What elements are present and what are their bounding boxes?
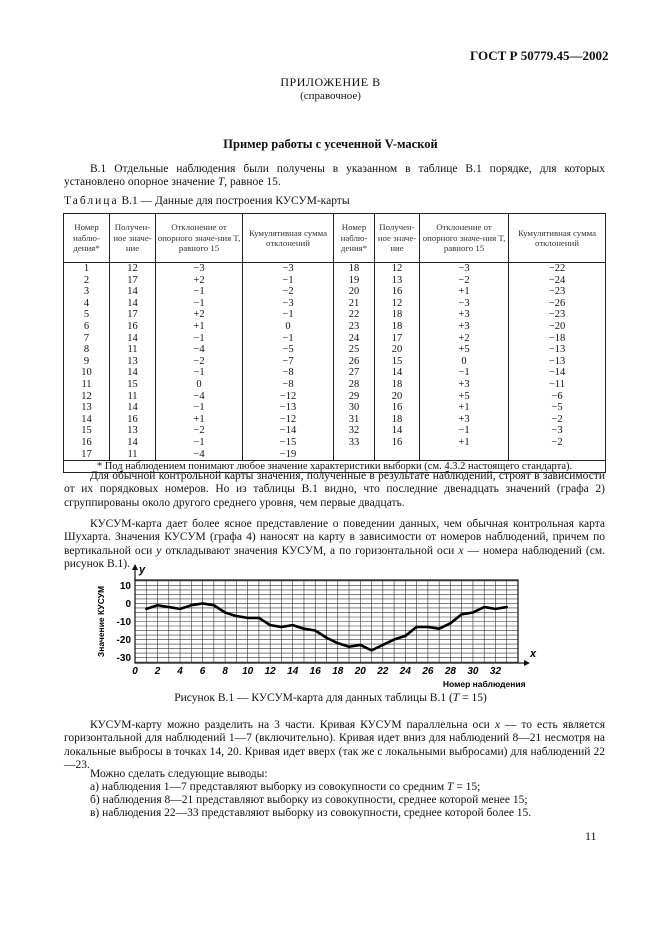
x-axis-letter: x [530, 648, 537, 660]
data-point [348, 646, 350, 648]
x-tick-label: 8 [222, 666, 228, 677]
data-point [393, 638, 395, 640]
table-cell: −3 [458, 297, 470, 309]
table-footnote: * Под наблюдением понимают любое значение характеристики выборки (см. 4.3.2 настоящего стандарта). [64, 461, 606, 473]
table-cell: −1 [458, 425, 470, 437]
table-cell: 11 [127, 448, 138, 460]
table-cell: +1 [458, 286, 470, 298]
table-cell: 15 [391, 355, 403, 367]
data-point [280, 626, 282, 628]
data-point [337, 642, 339, 644]
y-tick-label: 0 [125, 598, 131, 610]
table-cell: 0 [196, 378, 202, 390]
data-point [494, 608, 496, 610]
table-cell: 13 [81, 402, 92, 414]
table-cell: −3 [458, 263, 470, 274]
table-cell: 18 [348, 263, 360, 274]
table-cell: 10 [81, 367, 92, 379]
table-cell: +3 [458, 320, 470, 332]
table-cell: −18 [548, 332, 566, 344]
table-cell: 32 [348, 425, 360, 437]
data-point [303, 628, 305, 630]
data-point [325, 637, 327, 639]
appendix-title: ПРИЛОЖЕНИЕ В [280, 75, 381, 89]
table-cell: 33 [348, 436, 360, 448]
table-cell: 17 [391, 332, 403, 344]
data-point [506, 606, 508, 608]
table-cell: 18 [391, 378, 403, 390]
table-cell: 11 [127, 390, 138, 402]
table-cell: +5 [458, 390, 470, 402]
column-cusum [509, 263, 606, 461]
table-cell: 16 [391, 436, 403, 448]
y-tick-label: 10 [119, 580, 131, 592]
table-cell: 14 [127, 286, 138, 298]
table-cell: 29 [348, 390, 360, 402]
table-cell: 18 [391, 413, 403, 425]
table-cell: +2 [193, 309, 205, 321]
table-cell: −6 [551, 390, 563, 402]
table-cell: −2 [458, 274, 470, 286]
data-point [370, 649, 372, 651]
table-cell: 11 [81, 378, 92, 390]
y-tick-label: -20 [116, 635, 131, 647]
column-cusum [243, 263, 334, 461]
table-cell: −1 [193, 402, 205, 414]
conclusion-item: б) наблюдения 8—21 представляют выборку из совокупности, среднее которой менее 15; [90, 794, 528, 806]
table-cell: −3 [282, 297, 294, 309]
table-cell: 17 [127, 274, 138, 286]
data-point [269, 624, 271, 626]
table-header-row [64, 214, 606, 263]
table-cell: −23 [548, 286, 566, 298]
table-cell: 13 [391, 274, 403, 286]
x-tick-label: 10 [242, 666, 254, 677]
table-cell: 21 [348, 297, 360, 309]
table-cell: −12 [279, 390, 297, 402]
col-header: Номер наблю-дения* [334, 214, 375, 263]
x-tick-label: 24 [399, 666, 411, 677]
data-point [415, 626, 417, 628]
x-tick-label: 0 [132, 666, 138, 677]
x-tick-label: 18 [332, 666, 344, 677]
table-cell: −8 [282, 367, 294, 379]
data-point [427, 626, 429, 628]
data-point [258, 617, 260, 619]
conclusion-item: в) наблюдения 22—33 представляют выборку из совокупности, среднее которой более 15. [90, 807, 532, 819]
table-cell: +1 [458, 402, 470, 414]
table-cell: −12 [279, 413, 297, 425]
data-point [472, 611, 474, 613]
table-cell: +1 [193, 413, 205, 425]
table-cell: 19 [348, 274, 360, 286]
standard-number: ГОСТ Р 50779.45—2002 [470, 48, 609, 63]
paragraph-ordinary-chart: Для обычной контрольной карты значения, полученные в результате наблюдений, строят в зависимости от их порядковых номеров. Но из таблицы В.1 видно, что последние двенадцать значений (графа 2) сгруппированы около другого среднего уровня, чем первые двадцать. [64, 470, 605, 509]
table-cell: −1 [193, 286, 205, 298]
y-tick-label: -30 [116, 653, 131, 665]
table-cell: 20 [348, 286, 360, 298]
page-number: 11 [585, 829, 597, 843]
table-cell: 14 [81, 413, 92, 425]
table-cell: 16 [127, 413, 138, 425]
table-cell: 12 [391, 263, 403, 274]
y-axis-letter: y [139, 564, 146, 576]
x-tick-label: 20 [354, 666, 366, 677]
data-point [314, 629, 316, 631]
cusum-chart [60, 563, 560, 691]
table-cell: −11 [548, 378, 566, 390]
table-cell: 16 [81, 436, 92, 448]
table-cell: −5 [282, 344, 294, 356]
x-axis-arrow [524, 660, 530, 666]
paragraph-cusum-description: КУСУМ-карта дает более ясное представление о поведении данных, чем обычная контрольная карта Шухарта. Значения КУСУМ (графа 4) наносят на карту в зависимости от номеров наблюдений, причем по вертикальной оси y откладывают значения КУСУМ, а по горизонтальной оси x — номера наблюдений (см. рисунок В.1). [64, 518, 605, 571]
data-table [63, 213, 606, 473]
data-point [190, 604, 192, 606]
data-point [404, 635, 406, 637]
data-point [213, 604, 215, 606]
table-cell: 28 [348, 378, 360, 390]
x-tick-label: 30 [467, 666, 479, 677]
table-cell: 14 [127, 332, 138, 344]
data-point [156, 604, 158, 606]
table-cell: −2 [551, 413, 563, 425]
table-cell: 20 [391, 344, 403, 356]
table-cell: −1 [282, 332, 294, 344]
column-deviation [156, 263, 243, 461]
data-point [201, 602, 203, 604]
table-cell: −13 [548, 355, 566, 367]
table-cell: 14 [127, 402, 138, 414]
x-tick-label: 4 [177, 666, 183, 677]
table-cell: −22 [548, 263, 566, 274]
data-point [224, 611, 226, 613]
y-tick-label: -10 [116, 617, 131, 628]
table-cell: 3 [83, 286, 90, 298]
data-point [438, 628, 440, 630]
table-cell: 14 [391, 425, 403, 437]
column-value [375, 263, 420, 461]
col-header: Отклонение от опорного значе-ния T, равного 15 [156, 214, 243, 263]
data-point [449, 622, 451, 624]
table-cell: 16 [391, 286, 403, 298]
appendix-subtitle: (справочное) [300, 90, 361, 102]
table-cell: 0 [285, 320, 291, 332]
data-point [179, 608, 181, 610]
table-cell: 26 [348, 355, 360, 367]
col-header: Кумулятивная сумма отклонений [509, 214, 606, 263]
table-cell: −13 [279, 402, 297, 414]
table-cell: 7 [83, 332, 90, 344]
table-cell: −13 [548, 344, 566, 356]
table-cell: −23 [548, 309, 566, 321]
table-cell: 12 [127, 263, 138, 274]
x-tick-label: 12 [264, 666, 276, 677]
table-cell: 6 [83, 320, 90, 332]
table-cell: 16 [127, 320, 138, 332]
table-cell: −1 [193, 436, 205, 448]
x-tick-label: 22 [377, 666, 389, 677]
table-caption: Таблица В.1 — Данные для построения КУСУМ-карты [64, 195, 350, 207]
x-tick-label: 28 [444, 666, 456, 677]
table-cell: 22 [348, 309, 360, 321]
table-cell: 12 [81, 390, 92, 402]
col-header: Номер наблю-дения* [64, 214, 110, 263]
x-axis-label: Номер наблюдения [442, 679, 526, 689]
column-deviation [420, 263, 509, 461]
table-cell: 0 [461, 355, 467, 367]
table-cell: −1 [193, 367, 205, 379]
column-number [64, 263, 110, 461]
table-cell: 14 [127, 297, 138, 309]
table-cell: +3 [458, 413, 470, 425]
table-cell: 8 [83, 344, 90, 356]
table-cell: 5 [83, 309, 90, 321]
table-cell: −1 [458, 367, 470, 379]
table-cell: 4 [83, 297, 90, 309]
table-cell: −14 [279, 425, 297, 437]
table-cell: −4 [193, 448, 205, 460]
data-point [483, 606, 485, 608]
column-value [110, 263, 156, 461]
x-tick-label: 32 [489, 666, 502, 677]
table-cell: 18 [391, 320, 403, 332]
table-cell: −1 [193, 297, 205, 309]
table-cell: 20 [391, 390, 403, 402]
x-tick-label: 16 [309, 666, 321, 677]
table-cell: 17 [127, 309, 138, 321]
section-title: Пример работы с усеченной V-маской [223, 137, 438, 151]
table-cell: 1 [83, 263, 90, 274]
table-cell: 18 [391, 309, 403, 321]
table-cell: +3 [458, 378, 470, 390]
data-point [359, 644, 361, 646]
table-cell: 14 [391, 367, 403, 379]
table-cell: −7 [282, 355, 294, 367]
y-axis-label: Значение КУСУМ [96, 585, 106, 658]
table-cell: −14 [548, 367, 566, 379]
table-cell: −3 [551, 425, 563, 437]
table-cell: 2 [83, 274, 90, 286]
col-header: Кумулятивная сумма отклонений [243, 214, 334, 263]
col-header: Отклонение от опорного значе-ния T, равного 15 [420, 214, 509, 263]
table-cell: +5 [458, 344, 470, 356]
table-cell: +1 [193, 320, 205, 332]
table-cell: −24 [548, 274, 566, 286]
table-cell: −4 [193, 390, 205, 402]
table-cell: 11 [127, 344, 138, 356]
data-point [460, 613, 462, 615]
figure-caption: Рисунок В.1 — КУСУМ-карта для данных таблицы В.1 (T = 15) [174, 692, 487, 704]
table-cell: 23 [348, 320, 360, 332]
data-point [168, 606, 170, 608]
y-axis-arrow [132, 564, 138, 570]
table-cell: −5 [551, 402, 563, 414]
table-cell: −15 [279, 436, 297, 448]
table-cell: −2 [282, 286, 294, 298]
x-tick-label: 2 [154, 666, 161, 677]
table-cell: −3 [193, 263, 205, 274]
table-cell: 13 [127, 425, 138, 437]
table-cell: 14 [127, 436, 138, 448]
conclusion-item: а) наблюдения 1—7 представляют выборку из совокупности со средним T = 15; [90, 781, 481, 793]
data-point [145, 608, 147, 610]
col-header: Получен-ное значе-ние [110, 214, 156, 263]
x-tick-label: 14 [287, 666, 299, 677]
table-cell: 27 [348, 367, 360, 379]
table-cell: 9 [83, 355, 90, 367]
intro-paragraph: В.1 Отдельные наблюдения были получены в указанном в таблице В.1 порядке, для которых установлено опорное значение T, равное 15. [64, 163, 605, 189]
table-cell: +3 [458, 309, 470, 321]
table-cell: 12 [391, 297, 403, 309]
data-point [382, 644, 384, 646]
table-cell: −2 [193, 355, 205, 367]
table-body-row [64, 263, 606, 461]
table-cell: −4 [193, 344, 205, 356]
table-cell: 31 [348, 413, 360, 425]
table-cell: +2 [193, 274, 205, 286]
table-cell: −1 [193, 332, 205, 344]
x-tick-label: 6 [199, 666, 206, 677]
table-cell: 15 [81, 425, 92, 437]
conclusions-intro: Можно сделать следующие выводы: [90, 768, 268, 780]
table-cell: 13 [127, 355, 138, 367]
table-cell: −20 [548, 320, 566, 332]
paragraph-analysis: КУСУМ-карту можно разделить на 3 части. Кривая КУСУМ параллельна оси x — то есть является горизонтальной для наблюдений 1—7 (включительно). Кривая идет вниз для наблюдений 8—21 несмотря на локальные выбросы в точках 14, 20. Кривая идет вверх (так же с локальными выбросами) для наблюдений 22—23. [64, 719, 605, 772]
table-cell: −19 [279, 448, 297, 460]
data-point [235, 615, 237, 617]
x-tick-label: 26 [422, 666, 434, 677]
table-cell: 14 [127, 367, 138, 379]
table-cell: −3 [282, 263, 294, 274]
table-cell: −8 [282, 378, 294, 390]
table-cell: −26 [548, 297, 566, 309]
table-cell: 24 [348, 332, 360, 344]
table-cell: 25 [348, 344, 360, 356]
table-cell: 15 [127, 378, 138, 390]
column-number [334, 263, 375, 461]
col-header: Получен-ное значе-ние [375, 214, 420, 263]
table-cell: +2 [458, 332, 470, 344]
table-cell: +1 [458, 436, 470, 448]
table-cell: −2 [193, 425, 205, 437]
table-cell: 16 [391, 402, 403, 414]
table-cell: −1 [282, 309, 294, 321]
table-cell: −2 [551, 436, 563, 448]
data-point [246, 617, 248, 619]
table-cell: −1 [282, 274, 294, 286]
data-point [292, 624, 294, 626]
table-cell: 17 [81, 448, 92, 460]
table-cell: 30 [348, 402, 360, 414]
